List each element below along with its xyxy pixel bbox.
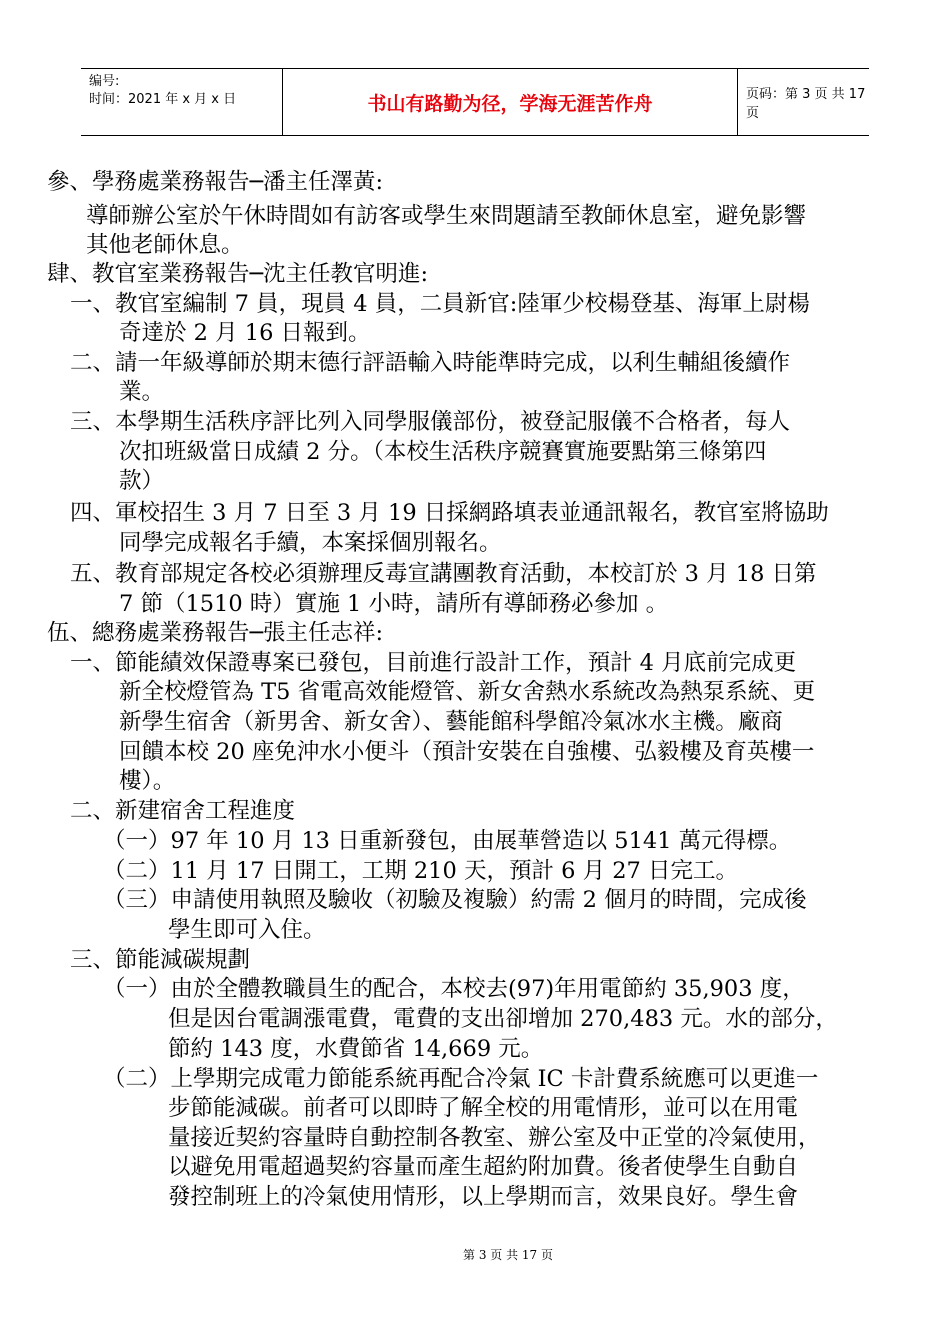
- list-item: 一、節能績效保證專案已發包，目前進行設計工作，預計 4 月底前完成更: [70, 650, 797, 676]
- header-motto: 书山有路勤为径，学海无涯苦作舟: [282, 69, 738, 135]
- paragraph-line: 樓）。: [119, 768, 176, 794]
- paragraph-line: 回饋本校 20 座免沖水小便斗（預計安裝在自強樓、弘毅樓及育英樓一: [119, 739, 815, 765]
- sub-list-item: （二）上學期完成電力節能系統再配合冷氣 IC 卡計費系統應可以更進一: [103, 1066, 819, 1092]
- paragraph-line: 奇達於 2 月 16 日報到。: [119, 320, 371, 346]
- paragraph-line: 業。: [119, 379, 165, 405]
- sub-list-item: （三）申請使用執照及驗收（初驗及複驗）約需 2 個月的時間，完成後: [103, 887, 807, 913]
- paragraph-line: 次扣班級當日成績 2 分。（本校生活秩序競賽實施要點第三條第四: [119, 439, 767, 465]
- sub-list-item: （一）97 年 10 月 13 日重新發包，由展華營造以 5141 萬元得標。: [103, 828, 792, 854]
- list-item: 五、教育部規定各校必須辦理反毒宣講團教育活動，本校訂於 3 月 18 日第: [70, 561, 817, 587]
- page-footer: 第 3 页 共 17 页: [463, 1248, 553, 1262]
- paragraph-line: 學生即可入住。: [168, 917, 326, 943]
- number-label: 编号:: [89, 74, 120, 89]
- header-page-label: 页码：第 3 页 共 17 页: [746, 87, 866, 121]
- list-item: 一、教官室編制 7 員，現員 4 員，二員新官:陸軍少校楊登基、海軍上尉楊: [70, 291, 810, 317]
- list-item: 四、軍校招生 3 月 7 日至 3 月 19 日採網路填表並通訊報名，教官室將協助: [70, 500, 829, 526]
- paragraph-line: 節約 143 度，水費節省 14,669 元。: [168, 1036, 544, 1062]
- page-header: [81, 68, 869, 136]
- sub-list-item: （一）由於全體教職員生的配合，本校去(97)年用電節約 35,903 度，: [103, 976, 805, 1002]
- paragraph-line: 步節能減碳。前者可以即時了解全校的用電情形，並可以在用電: [168, 1095, 799, 1121]
- section-heading: 肆、教官室業務報告─沈主任教官明進:: [47, 261, 429, 287]
- paragraph-line: 7 節（1510 時）實施 1 小時，請所有導師務必參加 。: [119, 591, 669, 617]
- header-meta: [81, 69, 282, 135]
- paragraph-line: 但是因台電調漲電費，電費的支出卻增加 270,483 元。水的部分，: [168, 1006, 838, 1032]
- sub-list-item: （二）11 月 17 日開工，工期 210 天，預計 6 月 27 日完工。: [103, 858, 739, 884]
- section-heading: 參、學務處業務報告─潘主任澤黃:: [47, 169, 384, 195]
- paragraph-line: 導師辦公室於午休時間如有訪客或學生來問題請至教師休息室，避免影響: [86, 203, 807, 229]
- list-item: 二、新建宿舍工程進度: [70, 798, 296, 824]
- paragraph-line: 新全校燈管為 T5 省電高效能燈管、新女舍熱水系統改為熱泵系統、更: [119, 679, 816, 705]
- time-label: 时间：2021 年 x 月 x 日: [89, 92, 237, 107]
- section-heading: 伍、總務處業務報告─張主任志祥:: [47, 620, 384, 646]
- paragraph-line: 發控制班上的冷氣使用情形，以上學期而言，效果良好。學生會: [168, 1184, 799, 1210]
- paragraph-line: 新學生宿舍（新男舍、新女舍）、藝能館科學館冷氣冰水主機。廠商: [119, 709, 783, 735]
- list-item: 三、本學期生活秩序評比列入同學服儀部份，被登記服儀不合格者，每人: [70, 409, 791, 435]
- list-item: 三、節能減碳規劃: [70, 947, 251, 973]
- paragraph-line: 款）: [119, 468, 165, 494]
- paragraph-line: 量接近契約容量時自動控制各教室、辦公室及中正堂的冷氣使用，: [168, 1125, 821, 1151]
- paragraph-line: 同學完成報名手續，本案採個別報名。: [119, 530, 502, 556]
- paragraph-line: 其他老師休息。: [86, 232, 244, 258]
- list-item: 二、請一年級導師於期末德行評語輸入時能準時完成，以利生輔組後續作: [70, 350, 791, 376]
- paragraph-line: 以避免用電超過契約容量而產生超約附加費。後者使學生自動自: [168, 1154, 799, 1180]
